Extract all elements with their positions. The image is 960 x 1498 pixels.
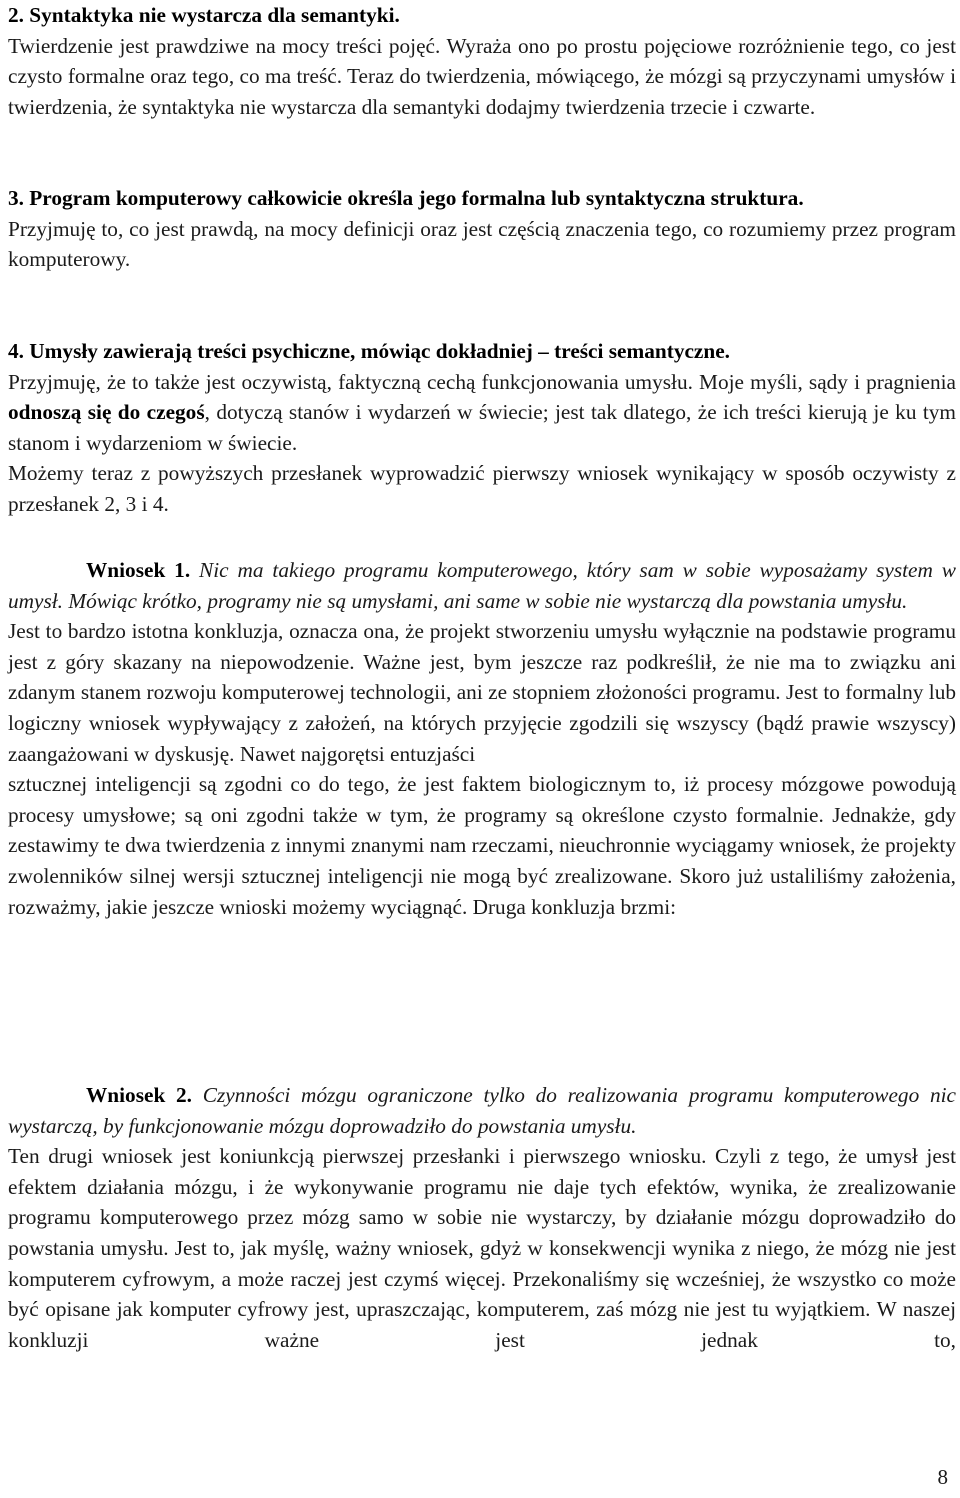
section-4-text-2: Możemy teraz z powyższych przesłanek wyprowadzić pierwszy wniosek wynikający w sposób oczywisty z przesłanek 2, 3 i 4. [8, 461, 956, 516]
conclusion-1-discussion-a: Jest to bardzo istotna konkluzja, oznacza ona, że projekt stworzeniu umysłu wyłącznie na podstawie programu jest z góry skazany na niepowodzenie. Ważne jest, bym jeszcze raz podkreślił, że nie ma to związku ani zdanym stanem rozwoju komputerowej technologii, ani ze stopniem złożoności programu. Jest to formalny lub logiczny wniosek wypływający z założeń, na których przyjęcie zgodzili się wszyscy (bądź prawie wszyscy) zaangażowani w dyskusję. Nawet najgorętsi entuzjaści [8, 619, 956, 766]
conclusion-1-label: Wniosek 1. [86, 558, 191, 582]
conclusion-2-label: Wniosek 2. [86, 1083, 193, 1107]
conclusion-1 [8, 555, 956, 922]
section-4-heading: 4. Umysły zawierają treści psychiczne, mówiąc dokładniej – treści semantyczne. [8, 339, 730, 363]
conclusion-1-statement: Nic ma takiego programu komputerowego, który sam w sobie wyposażamy system w umysł. Mówiąc krótko, programy nie są umysłami, ani same w sobie nie wystarczą dla powstania umysłu. [8, 558, 956, 613]
conclusion-2-statement: Czynności mózgu ograniczone tylko do realizowania programu komputerowego nic wystarczą, by funkcjonowanie mózgu doprowadziło do powstania umysłu. [8, 1083, 956, 1138]
section-3 [8, 183, 956, 275]
section-4-text [8, 367, 956, 459]
section-2-text: Twierdzenie jest prawdziwe na mocy treści pojęć. Wyraża ono po prostu pojęciowe rozróżnienie tego, co jest czysto formalne oraz tego, co ma treść. Teraz do twierdzenia, mówiącego, że mózgi są przyczynami umysłów i twierdzenia, że syntaktyka nie wystarcza dla semantyki dodajmy twierdzenia trzecie i czwarte. [8, 33, 956, 119]
page-number: 8 [937, 1465, 948, 1489]
conclusion-2 [8, 1080, 956, 1355]
section-4-text-before: Przyjmuję, że to także jest oczywistą, faktyczną cechą funkcjonowania umysłu. Moje myśli, sądy i pragnienia [8, 369, 956, 394]
conclusion-1-discussion-b: sztucznej inteligencji są zgodni co do tego, że jest faktem biologicznym to, iż procesy mózgowe powodują procesy umysłowe; są oni zgodni także w tym, że programy są określone czysto formalnie. Jednakże, gdy zestawimy te dwa twierdzenia z innymi znanymi nam rzeczami, nieuchronnie wyciągamy wniosek, że projekty zwolenników silnej wersji sztucznej inteligencji nie mogą być zrealizowane. Skoro już ustaliliśmy założenia, rozważmy, jakie jeszcze wnioski możemy wyciągnąć. Druga konkluzja brzmi: [8, 772, 956, 919]
section-3-heading: 3. Program komputerowy całkowicie określa jego formalna lub syntaktyczna struktura. [8, 186, 804, 210]
conclusion-2-discussion: Ten drugi wniosek jest koniunkcją pierwszej przesłanki i pierwszego wniosku. Czyli z tego, że umysł jest efektem działania mózgu, i że wykonywanie programu nie daje tych efektów, wynika, że zrealizowanie programu komputerowego przez mózg samo w sobie nie wystarczy, by działanie mózgu doprowadziło do powstania umysłu. Jest to, jak myślę, ważny wniosek, gdyż w konsekwencji wynika z niego, że mózg nie jest komputerem cyfrowym, a może raczej jest czymś więcej. Przekonaliśmy się wcześniej, że wszystko co może być opisane jak komputer cyfrowy jest, upraszczając, komputerem, zaś mózg nie jest tu wyjątkiem. W naszej konkluzji ważne jest jednak to, [8, 1144, 956, 1352]
section-4-text-after: , dotyczą stanów i wydarzeń w świecie; jest tak dlatego, że ich treści kierują je ku tym stanom i wydarzeniom w świecie. [8, 400, 956, 455]
section-3-text: Przyjmuję to, co jest prawdą, na mocy definicji oraz jest częścią znaczenia tego, co rozumiemy przez program komputerowy. [8, 216, 956, 272]
section-2-heading: 2. Syntaktyka nie wystarcza dla semantyki. [8, 3, 400, 27]
section-4 [8, 336, 956, 520]
section-4-emphasis: odnoszą się do czegoś [8, 400, 205, 425]
section-2 [8, 0, 956, 122]
